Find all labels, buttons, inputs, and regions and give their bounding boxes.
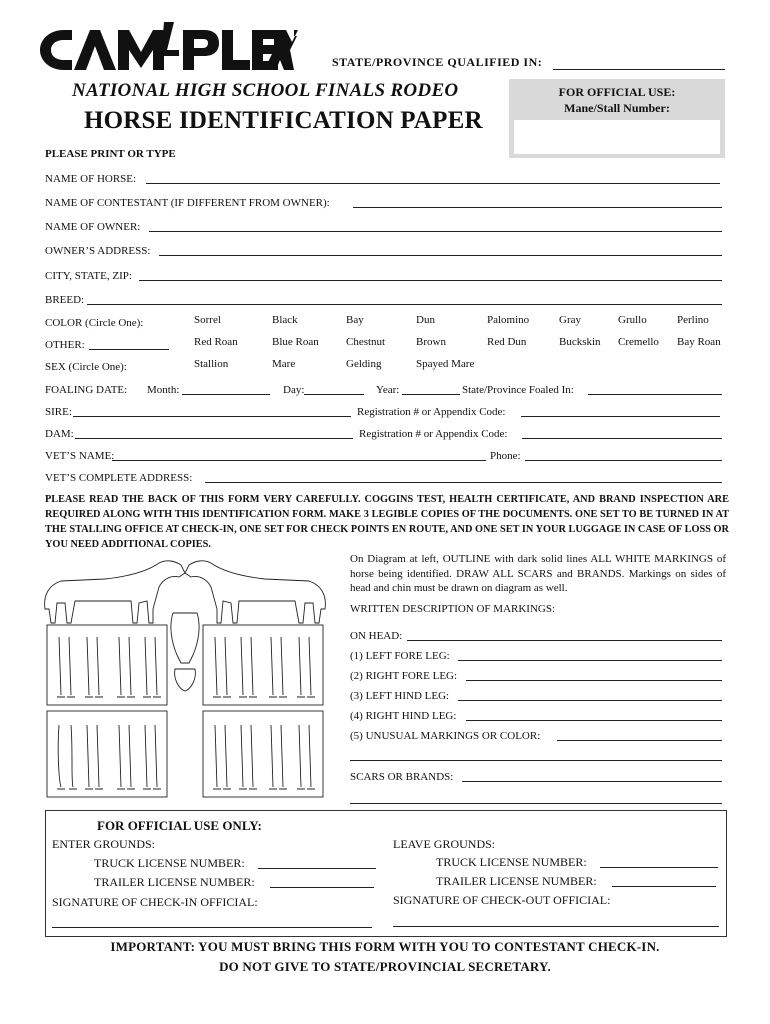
mane-stall-field[interactable] — [514, 120, 720, 154]
breed-field[interactable] — [87, 293, 722, 305]
on-head-label: ON HEAD: — [350, 630, 403, 642]
owner-address-field[interactable] — [159, 244, 722, 256]
scars-brands-field[interactable] — [462, 770, 722, 782]
left-fore-field[interactable] — [458, 649, 722, 661]
written-description-label: WRITTEN DESCRIPTION OF MARKINGS: — [350, 603, 556, 615]
color-option[interactable]: Red Dun — [487, 336, 527, 348]
horse-left-side — [45, 561, 185, 623]
diagram-instructions: On Diagram at left, OUTLINE with dark solid lines ALL WHITE MARKINGS of horse being identified. DRAW ALL SCARS and BRANDS. Markings on sides of head and chin must be drawn on diagram as well. — [350, 553, 726, 594]
leave-truck-label: TRUCK LICENSE NUMBER: — [436, 855, 587, 869]
owner-name-label: NAME OF OWNER: — [45, 221, 141, 233]
sex-label: SEX (Circle One): — [45, 361, 127, 373]
enter-grounds-label: ENTER GROUNDS: — [52, 837, 156, 851]
city-state-zip-label: CITY, STATE, ZIP: — [45, 270, 132, 282]
horse-head-front — [171, 613, 199, 663]
sire-registration-label: Registration # or Appendix Code: — [357, 406, 506, 418]
important-line-1: IMPORTANT: YOU MUST BRING THIS FORM WITH YOU TO CONTESTANT CHECK-IN. — [110, 939, 660, 954]
leave-grounds-label: LEAVE GROUNDS: — [393, 837, 496, 851]
state-qualified-label: STATE/PROVINCE QUALIFIED IN: — [332, 55, 543, 69]
contestant-name-label: NAME OF CONTESTANT (IF DIFFERENT FROM OWNER): — [45, 197, 330, 209]
foaled-in-field[interactable] — [588, 383, 722, 395]
unusual-markings-label: (5) UNUSUAL MARKINGS OR COLOR: — [350, 730, 541, 742]
day-field[interactable] — [304, 383, 364, 395]
foaled-in-label: State/Province Foaled In: — [462, 384, 574, 396]
color-option[interactable]: Palomino — [487, 314, 530, 326]
leave-trailer-field[interactable] — [612, 875, 716, 887]
foaling-date-label: FOALING DATE: — [45, 384, 128, 396]
color-option[interactable]: Black — [272, 314, 298, 326]
sire-registration-field[interactable] — [521, 405, 720, 417]
enter-truck-field[interactable] — [258, 857, 376, 869]
left-hind-field[interactable] — [458, 689, 722, 701]
year-label: Year: — [376, 384, 400, 396]
color-option[interactable]: Bay — [346, 314, 364, 326]
leave-trailer-label: TRAILER LICENSE NUMBER: — [436, 874, 597, 888]
right-hind-field[interactable] — [466, 709, 722, 721]
other-color-label: OTHER: — [45, 339, 85, 351]
official-use-only-title: FOR OFFICIAL USE ONLY: — [97, 818, 262, 833]
year-field[interactable] — [402, 383, 460, 395]
vet-address-field[interactable] — [205, 471, 722, 483]
color-option[interactable]: Grullo — [618, 314, 647, 326]
sex-option[interactable]: Gelding — [346, 358, 382, 370]
official-use-title: FOR OFFICIAL USE: — [558, 85, 676, 99]
phone-label: Phone: — [490, 450, 521, 462]
month-label: Month: — [147, 384, 180, 396]
unusual-markings-field[interactable] — [557, 729, 722, 741]
check-in-signature-label: SIGNATURE OF CHECK-IN OFFICIAL: — [52, 895, 258, 909]
other-color-field[interactable] — [89, 338, 169, 350]
color-option[interactable]: Red Roan — [194, 336, 238, 348]
color-label: COLOR (Circle One): — [45, 317, 144, 329]
leg-box-right-front — [203, 625, 323, 705]
vet-name-field[interactable] — [112, 449, 486, 461]
check-in-signature-field[interactable] — [52, 916, 372, 928]
leg-box-left-front — [47, 625, 167, 705]
breed-label: BREED: — [45, 294, 85, 306]
scars-brands-label: SCARS OR BRANDS: — [350, 771, 454, 783]
dam-registration-field[interactable] — [522, 427, 722, 439]
name-of-horse-label: NAME OF HORSE: — [45, 173, 137, 185]
cam-plex-logo — [38, 22, 298, 74]
dam-field[interactable] — [75, 427, 353, 439]
horse-right-side — [185, 561, 325, 623]
enter-trailer-label: TRAILER LICENSE NUMBER: — [94, 875, 255, 889]
color-option[interactable]: Perlino — [677, 314, 709, 326]
phone-field[interactable] — [525, 449, 722, 461]
city-state-zip-field[interactable] — [139, 269, 722, 281]
sire-label: SIRE: — [45, 406, 72, 418]
sex-option[interactable]: Stallion — [194, 358, 229, 370]
leave-truck-field[interactable] — [600, 856, 718, 868]
color-option[interactable]: Gray — [559, 314, 581, 326]
state-qualified-line[interactable] — [553, 58, 725, 70]
color-option[interactable]: Chestnut — [346, 336, 386, 348]
enter-truck-label: TRUCK LICENSE NUMBER: — [94, 856, 245, 870]
notice-paragraph: PLEASE READ THE BACK OF THIS FORM VERY CAREFULLY. COGGINS TEST, HEALTH CERTIFICATE, AND BRAND INSPECTION ARE REQUIRED ALONG WITH THIS IDENTIFICATION FORM. MAKE 3 LEGIBLE COPIES OF THE DOCUMENTS. ONE SET TO BE TURNED IN AT THE STALLING OFFICE AT CHECK-IN, ONE SET FOR CHECK POINTS EN ROUTE, AND ONE SET IN YOUR LUGGAGE IN CASE OF LOSS OR YOU NEED ADDITIONAL COPIES. — [45, 494, 729, 550]
leg-box-right-rear — [203, 711, 323, 797]
sire-field[interactable] — [73, 405, 351, 417]
owner-address-label: OWNER’S ADDRESS: — [45, 245, 151, 257]
official-use-label — [509, 84, 725, 116]
check-out-signature-label: SIGNATURE OF CHECK-OUT OFFICIAL: — [393, 893, 611, 907]
name-of-horse-field[interactable] — [146, 172, 720, 184]
scars-brands-field-2[interactable] — [350, 792, 722, 804]
contestant-name-field[interactable] — [353, 196, 722, 208]
right-fore-label: (2) RIGHT FORE LEG: — [350, 670, 458, 682]
month-field[interactable] — [182, 383, 270, 395]
check-out-signature-field[interactable] — [393, 915, 719, 927]
unusual-markings-field-2[interactable] — [350, 749, 722, 761]
vet-address-label: VET’S COMPLETE ADDRESS: — [45, 472, 193, 484]
important-line-2: DO NOT GIVE TO STATE/PROVINCIAL SECRETARY. — [219, 959, 551, 974]
enter-trailer-field[interactable] — [270, 876, 374, 888]
color-option[interactable]: Buckskin — [559, 336, 601, 348]
leg-box-left-rear — [47, 711, 167, 797]
day-label: Day: — [283, 384, 305, 396]
mane-stall-label: Mane/Stall Number: — [564, 101, 670, 115]
right-fore-field[interactable] — [466, 669, 722, 681]
right-hind-label: (4) RIGHT HIND LEG: — [350, 710, 457, 722]
color-option[interactable]: Bay Roan — [677, 336, 721, 348]
dam-registration-label: Registration # or Appendix Code: — [359, 428, 508, 440]
owner-name-field[interactable] — [149, 220, 722, 232]
page-title: HORSE IDENTIFICATION PAPER — [84, 107, 483, 134]
color-option[interactable]: Brown — [416, 336, 446, 348]
horse-diagram[interactable] — [35, 551, 335, 807]
horse-muzzle — [175, 669, 196, 691]
color-option[interactable]: Sorrel — [194, 314, 221, 326]
color-option[interactable]: Blue Roan — [272, 336, 319, 348]
sex-option[interactable]: Mare — [272, 358, 296, 370]
on-head-field[interactable] — [407, 629, 722, 641]
color-option[interactable]: Cremello — [618, 336, 659, 348]
left-fore-label: (1) LEFT FORE LEG: — [350, 650, 450, 662]
vet-name-label: VET’S NAME: — [45, 450, 115, 462]
color-option[interactable]: Dun — [416, 314, 435, 326]
left-hind-label: (3) LEFT HIND LEG: — [350, 690, 450, 702]
dam-label: DAM: — [45, 428, 74, 440]
event-name: NATIONAL HIGH SCHOOL FINALS RODEO — [72, 80, 459, 101]
print-note: PLEASE PRINT OR TYPE — [45, 148, 176, 160]
sex-option[interactable]: Spayed Mare — [416, 358, 475, 370]
